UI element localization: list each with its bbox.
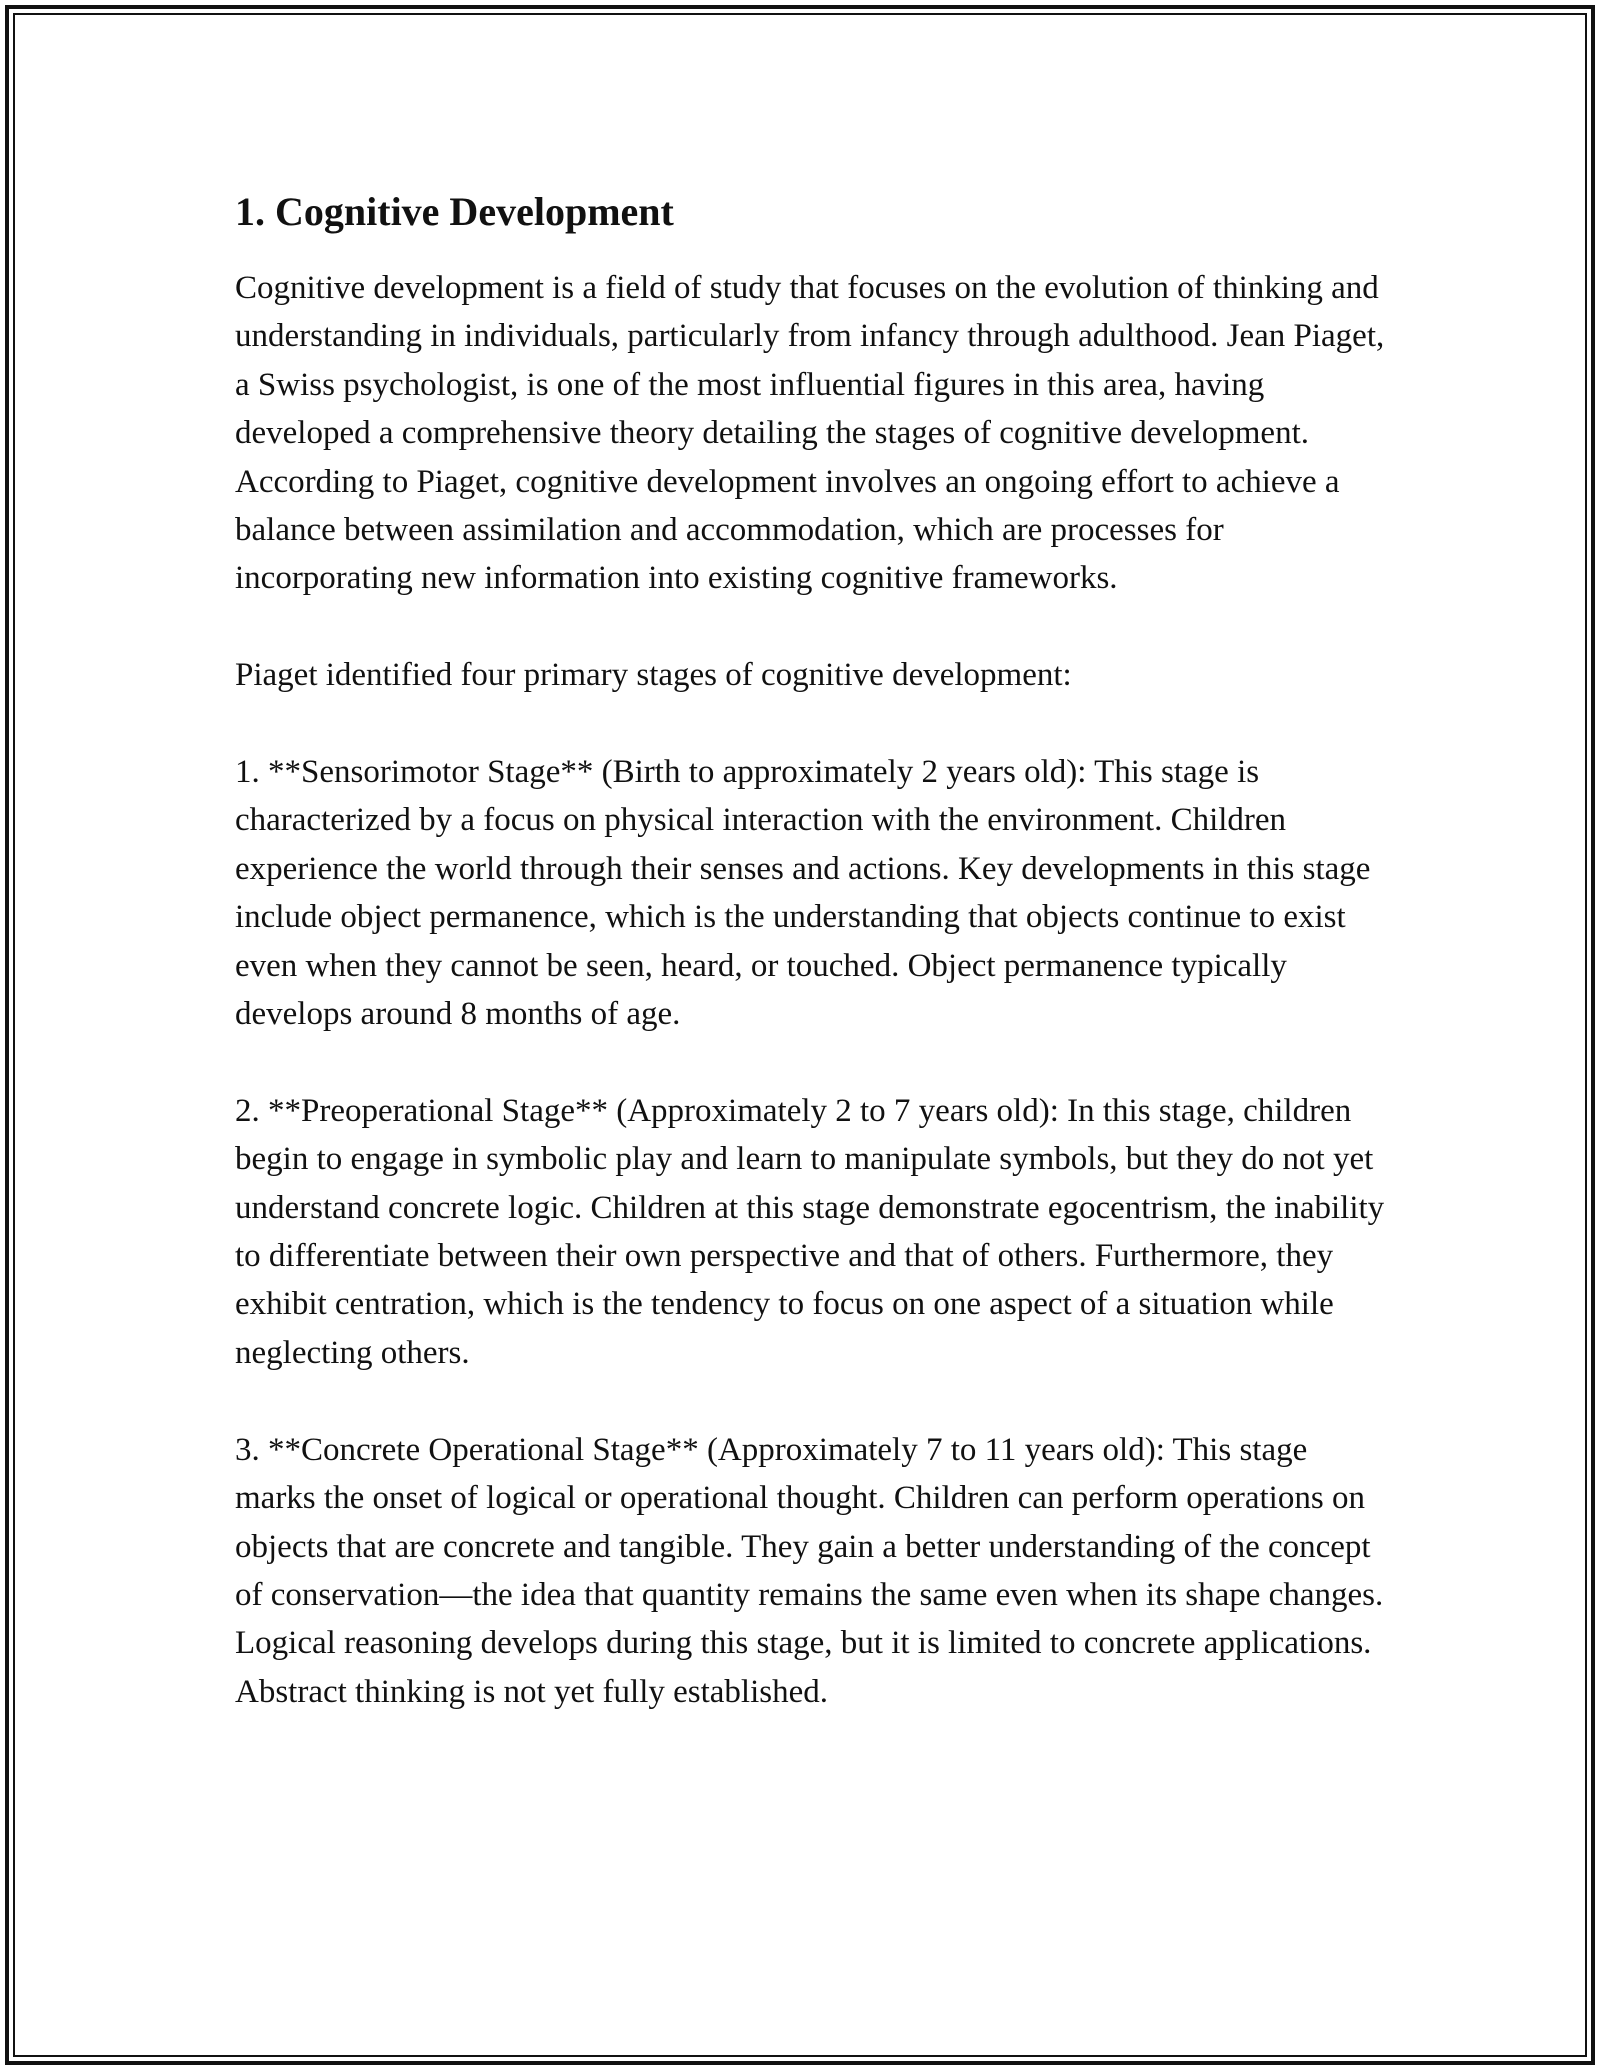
intro-paragraph: Cognitive development is a field of study that focuses on the evolution of thinking and understanding in individuals, particularly from infancy through adulthood. Jean Piaget, a Swiss psychologist, is one of the most influential figures in this area, having developed a comprehensive theory detailing the stages of cognitive development. According to Piaget, cognitive development involves an ongoing effort to achieve a balance between assimilation and accommodation, which are processes for incorporating new information into existing cognitive frameworks. bbox=[235, 270, 1385, 597]
stages-intro-paragraph: Piaget identified four primary stages of cognitive development: bbox=[235, 657, 1072, 694]
sensorimotor-stage-paragraph: 1. **Sensorimotor Stage** (Birth to approximately 2 years old): This stage is characterized by a focus on physical interaction with the environment. Children experience the world through their senses and actions. Key developments in this stage include object permanence, which is the understanding that objects continue to exist even when they cannot be seen, heard, or touched. Object permanence typically develops around 8 months of age. bbox=[235, 754, 1371, 1033]
section-title: 1. Cognitive Development bbox=[235, 189, 674, 234]
concrete-operational-stage-paragraph: 3. **Concrete Operational Stage** (Approximately 7 to 11 years old): This stage marks the onset of logical or operational thought. Children can perform operations on objects that are concrete and tangible. They gain a better understanding of the concept of conservation—the idea that quantity remains the same even when its shape changes. Logical reasoning develops during this stage, but it is limited to concrete applications. Abstract thinking is not yet fully established. bbox=[235, 1431, 1384, 1710]
preoperational-stage-paragraph: 2. **Preoperational Stage** (Approximately 2 to 7 years old): In this stage, children begin to engage in symbolic play and learn to manipulate symbols, but they do not yet understand concrete logic. Children at this stage demonstrate egocentrism, the inability to differentiate between their own perspective and that of others. Furthermore, they exhibit centration, which is the tendency to focus on one aspect of a situation while neglecting others. bbox=[235, 1092, 1385, 1371]
document-body bbox=[235, 186, 1385, 1765]
